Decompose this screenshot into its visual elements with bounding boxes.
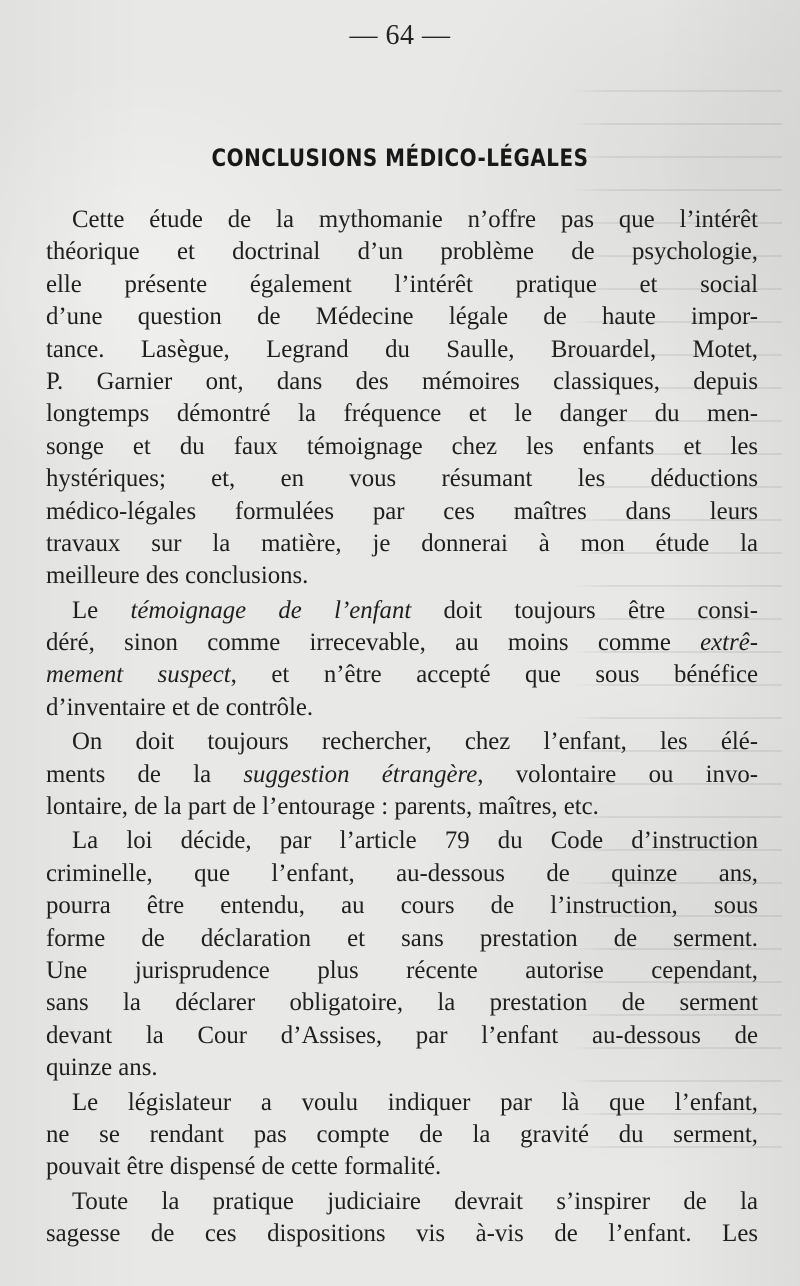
italic-phrase: extrê- — [700, 629, 758, 657]
text-line: songe et du faux témoignage chez les enfants et les — [46, 432, 758, 460]
text-line: Toute la pratique judiciaire devrait s’inspirer de la — [72, 1187, 758, 1215]
text-line: sans la déclarer obligatoire, la prestation de serment — [46, 989, 758, 1017]
text-line: hystériques; et, en vous résumant les déductions — [46, 465, 758, 493]
text-line: Une jurisprudence plus récente autorise cependant, — [46, 956, 758, 984]
text-line-rich: Le témoignage de l’enfant doit toujours être consi- — [72, 596, 758, 624]
text-line: P. Garnier ont, dans des mémoires classiques, depuis — [46, 367, 758, 395]
text-line: pourra être entendu, au cours de l’instruction, sous — [46, 892, 758, 920]
text-line-rich: déré, sinon comme irrecevable, au moins comme extrê- — [46, 629, 758, 657]
paragraph — [46, 726, 758, 823]
text-line: forme de déclaration et sans prestation de serment. — [46, 924, 758, 952]
text-line: elle présente également l’intérêt pratique et social — [46, 270, 758, 298]
document-body — [46, 204, 758, 1251]
text-line: quinze ans. — [46, 1054, 158, 1082]
text-line: Cette étude de la mythomanie n’offre pas que l’intérêt — [72, 206, 758, 233]
text-line: On doit toujours rechercher, chez l’enfant, les élé- — [72, 728, 758, 756]
text-line: ne se rendant pas compte de la gravité du serment, — [46, 1120, 758, 1148]
text-line: lontaire, de la part de l’entourage : parents, maîtres, etc. — [46, 793, 599, 821]
text-line-rich: mement suspect, et n’être accepté que sous bénéfice — [46, 661, 758, 689]
text-line: meilleure des conclusions. — [46, 562, 309, 590]
text-line: devant la Cour d’Assises, par l’enfant au-dessous de — [46, 1021, 758, 1049]
text-line: pouvait être dispensé de cette formalité. — [46, 1153, 442, 1181]
text-line: La loi décide, par l’article 79 du Code d’instruction — [72, 827, 758, 855]
italic-phrase: suggestion étrangère — [243, 760, 478, 788]
text-line: sagesse de ces dispositions vis à-vis de l’enfant. Les — [46, 1220, 758, 1248]
paragraph — [46, 1186, 758, 1251]
italic-phrase: témoignage de l’enfant — [130, 596, 412, 624]
text-line: travaux sur la matière, je donnerai à mon étude la — [46, 529, 758, 557]
text-line: longtemps démontré la fréquence et le danger du men- — [46, 400, 758, 428]
text-line: médico-légales formulées par ces maîtres dans leurs — [46, 497, 758, 525]
paragraph — [46, 1087, 758, 1184]
text-line: criminelle, que l’enfant, au-dessous de quinze ans, — [46, 859, 758, 887]
text-line: d’inventaire et de contrôle. — [46, 693, 314, 721]
paragraph — [46, 204, 758, 593]
text-line: tance. Lasègue, Legrand du Saulle, Brouardel, Motet, — [46, 335, 758, 363]
text-line: Le législateur a voulu indiquer par là que l’enfant, — [72, 1088, 758, 1116]
text-line-rich: ments de la suggestion étrangère, volontaire ou invo- — [46, 760, 759, 788]
paragraph — [46, 825, 758, 1084]
text-line: d’une question de Médecine légale de haute impor- — [46, 303, 758, 331]
paragraph — [46, 595, 758, 725]
page-number: — 64 — — [349, 20, 451, 51]
text-line: théorique et doctrinal d’un problème de psychologie, — [46, 238, 758, 266]
section-heading: CONCLUSIONS MÉDICO-LÉGALES — [211, 144, 589, 172]
italic-phrase: mement suspect — [46, 661, 231, 689]
